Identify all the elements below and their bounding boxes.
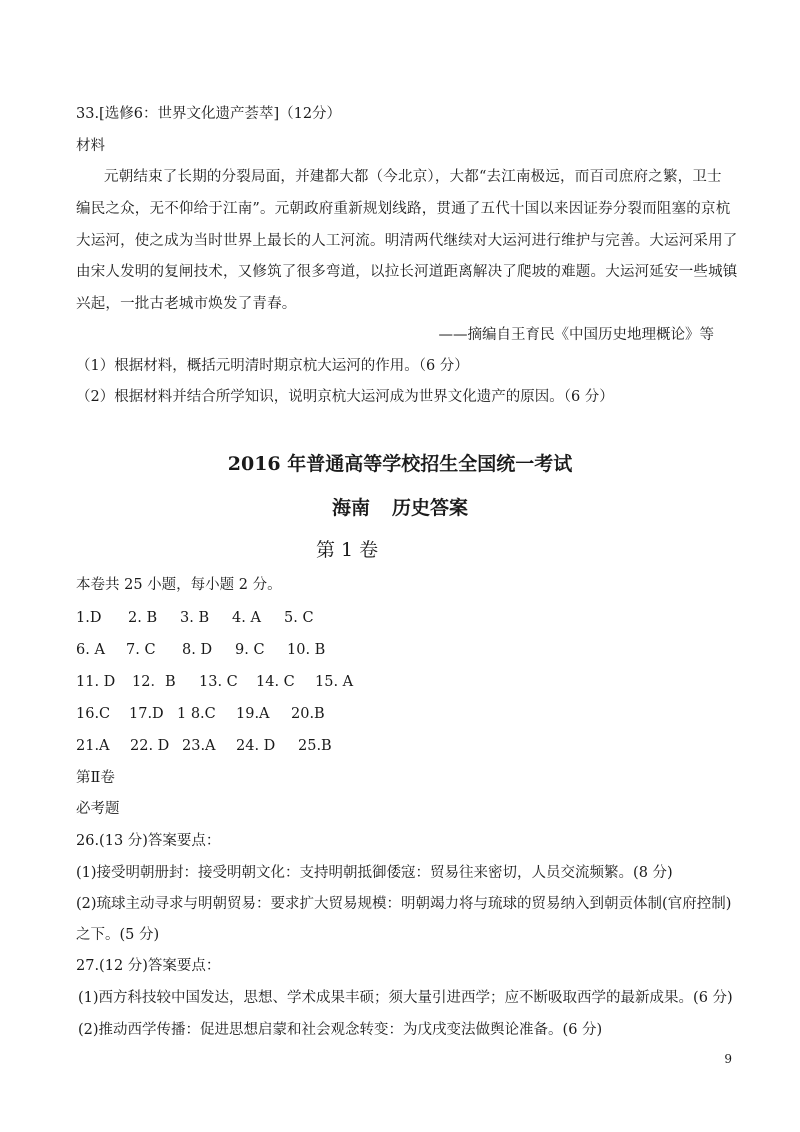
answer-item: 15. A bbox=[315, 674, 354, 690]
volume-2-heading: 第Ⅱ卷 bbox=[76, 770, 115, 786]
answer-item: 21.A bbox=[76, 738, 110, 754]
answer-item: 6. A bbox=[76, 642, 105, 658]
answer-item: 12．B bbox=[132, 674, 176, 690]
answer-item: 23.A bbox=[182, 738, 216, 754]
answer-item: 22. D bbox=[130, 738, 170, 754]
answer-item: 3. B bbox=[180, 610, 210, 626]
volume-1-note: 本卷共 25 小题，每小题 2 分。 bbox=[76, 577, 282, 593]
answer-item: 2. B bbox=[128, 610, 158, 626]
q27-point-1: (1)西方科技较中国发达，思想、学术成果丰硕；须大量引进西学；应不断吸取西学的最新成果。(6 分) bbox=[78, 990, 733, 1006]
q27-header: 27.(12 分)答案要点： bbox=[76, 958, 221, 974]
answer-item: 10. B bbox=[287, 642, 326, 658]
material-line-5: 兴起，一批古老城市焕发了青春。 bbox=[76, 296, 297, 312]
answer-item: 16.C bbox=[76, 706, 111, 722]
material-source: ——摘编自王育民《中国历史地理概论》等 bbox=[438, 327, 714, 343]
material-label: 材料 bbox=[76, 138, 105, 154]
answer-item: 20.B bbox=[291, 706, 325, 722]
answer-item: 25.B bbox=[298, 738, 332, 754]
answer-subtitle bbox=[0, 496, 800, 520]
answer-item: 19.A bbox=[236, 706, 270, 722]
answer-item: 17.D bbox=[129, 706, 164, 722]
answer-item: 1 8.C bbox=[177, 706, 216, 722]
answer-item: 24. D bbox=[236, 738, 276, 754]
answer-item: 8. D bbox=[182, 642, 213, 658]
answer-item: 11. D bbox=[76, 674, 116, 690]
material-line-4: 由宋人发明的复闸技术，又修筑了很多弯道，以拉长河道距离解决了爬坡的难题。大运河延安一些城镇 bbox=[76, 264, 738, 280]
volume-1-heading: 第 1 卷 bbox=[316, 539, 379, 561]
material-line-2: 编民之众，无不仰给于江南”。元朝政府重新规划线路，贯通了五代十国以来因证券分裂而阻塞的京杭 bbox=[76, 201, 731, 217]
answer-title: 2016 年普通高等学校招生全国统一考试 bbox=[227, 453, 573, 475]
answer-item: 1.D bbox=[76, 610, 102, 626]
page-number: 9 bbox=[724, 1052, 732, 1066]
answer-item: 4. A bbox=[232, 610, 261, 626]
q33-sub1: （1）根据材料，概括元明清时期京杭大运河的作用。（6 分） bbox=[76, 358, 469, 374]
q33-header: 33.[选修6：世界文化遗产荟萃]（12分） bbox=[76, 106, 342, 122]
material-line-1: 元朝结束了长期的分裂局面，并建都大都（今北京），大都“去江南极远，而百司庶府之繁，卫士 bbox=[104, 169, 722, 185]
subtitle-region: 海南 bbox=[331, 497, 370, 519]
material-line-3: 大运河，使之成为当时世界上最长的人工河流。明清两代继续对大运河进行维护与完善。大运河采用了 bbox=[76, 233, 738, 249]
answer-item: 7. C bbox=[126, 642, 156, 658]
required-section-heading: 必考题 bbox=[76, 801, 120, 817]
q26-point-2b: 之下。(5 分) bbox=[76, 927, 160, 943]
q33-sub2: （2）根据材料并结合所学知识，说明京杭大运河成为世界文化遗产的原因。（6 分） bbox=[76, 389, 614, 405]
q26-point-1: (1)接受明朝册封：接受明朝文化：支持明朝抵御倭寇：贸易往来密切，人员交流频繁。(8 分) bbox=[76, 865, 673, 881]
answer-item: 5. C bbox=[284, 610, 314, 626]
answer-item: 13. C bbox=[199, 674, 238, 690]
subtitle-subject: 历史答案 bbox=[392, 497, 469, 519]
q26-header: 26.(13 分)答案要点： bbox=[76, 833, 221, 849]
answer-item: 14. C bbox=[256, 674, 295, 690]
answer-item: 9. C bbox=[235, 642, 265, 658]
q27-point-2: (2)推动西学传播：促进思想启蒙和社会观念转变：为戊戌变法做舆论准备。(6 分) bbox=[78, 1022, 603, 1038]
q26-point-2a: (2)琉球主动寻求与明朝贸易：要求扩大贸易规模：明朝竭力将与琉球的贸易纳入到朝贡体制(官府控制) bbox=[76, 896, 732, 912]
